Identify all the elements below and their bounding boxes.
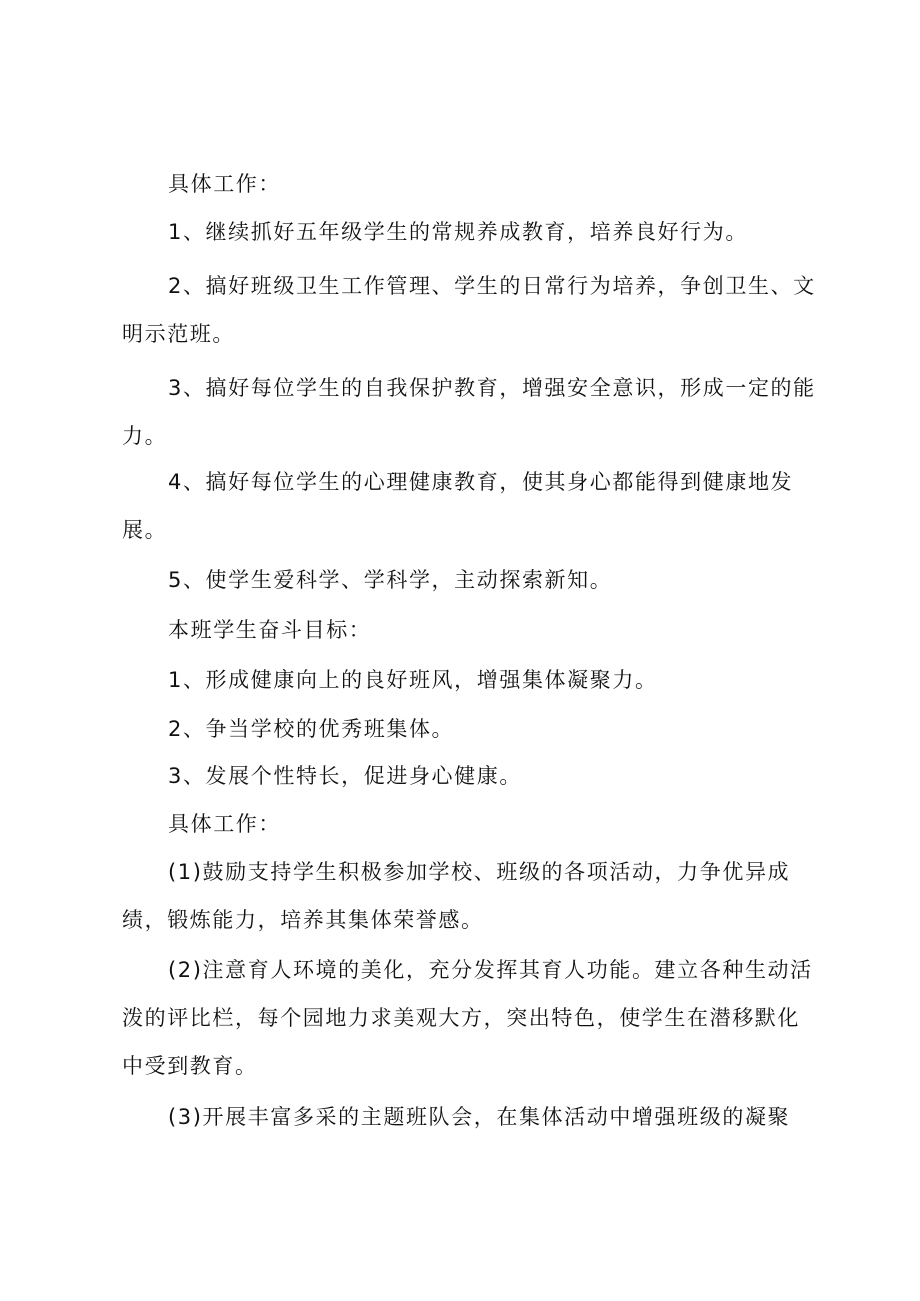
paragraph-task-2: (2)注意育人环境的美化，充分发挥其育人功能。建立各种生动活泼的评比栏，每个园地力求美观大方，突出特色，使学生在潜移默化中受到教育。 [122,958,813,1078]
paragraph-heading-work-2: 具体工作： [168,812,281,836]
paragraph-item-2: 2、搞好班级卫生工作管理、学生的日常行为培养，争创卫生、文明示范班。 [122,274,816,346]
paragraph-goal-2: 2、争当学校的优秀班集体。 [168,717,455,741]
paragraph-task-1: (1)鼓励支持学生积极参加学校、班级的各项活动，力争优异成绩，锻炼能力，培养其集体荣誉感。 [122,860,791,932]
paragraph-item-5: 5、使学生爱科学、学科学，主动探索新知。 [168,568,613,592]
paragraph-item-4: 4、搞好每位学生的心理健康教育，使其身心都能得到健康地发展。 [122,470,794,542]
paragraph-task-3: (3)开展丰富多采的主题班队会，在集体活动中增强班级的凝聚 [168,1105,791,1129]
paragraph-goal-3: 3、发展个性特长，促进身心健康。 [168,764,522,788]
paragraph-item-3: 3、搞好每位学生的自我保护教育，增强安全意识，形成一定的能力。 [122,376,816,448]
paragraph-item-1: 1、继续抓好五年级学生的常规养成教育，培养良好行为。 [168,220,748,244]
paragraph-goal-1: 1、形成健康向上的良好班风，增强集体凝聚力。 [168,668,658,692]
paragraph-heading-work-1: 具体工作： [168,172,281,196]
paragraph-goals-heading: 本班学生奋斗目标： [168,618,372,642]
